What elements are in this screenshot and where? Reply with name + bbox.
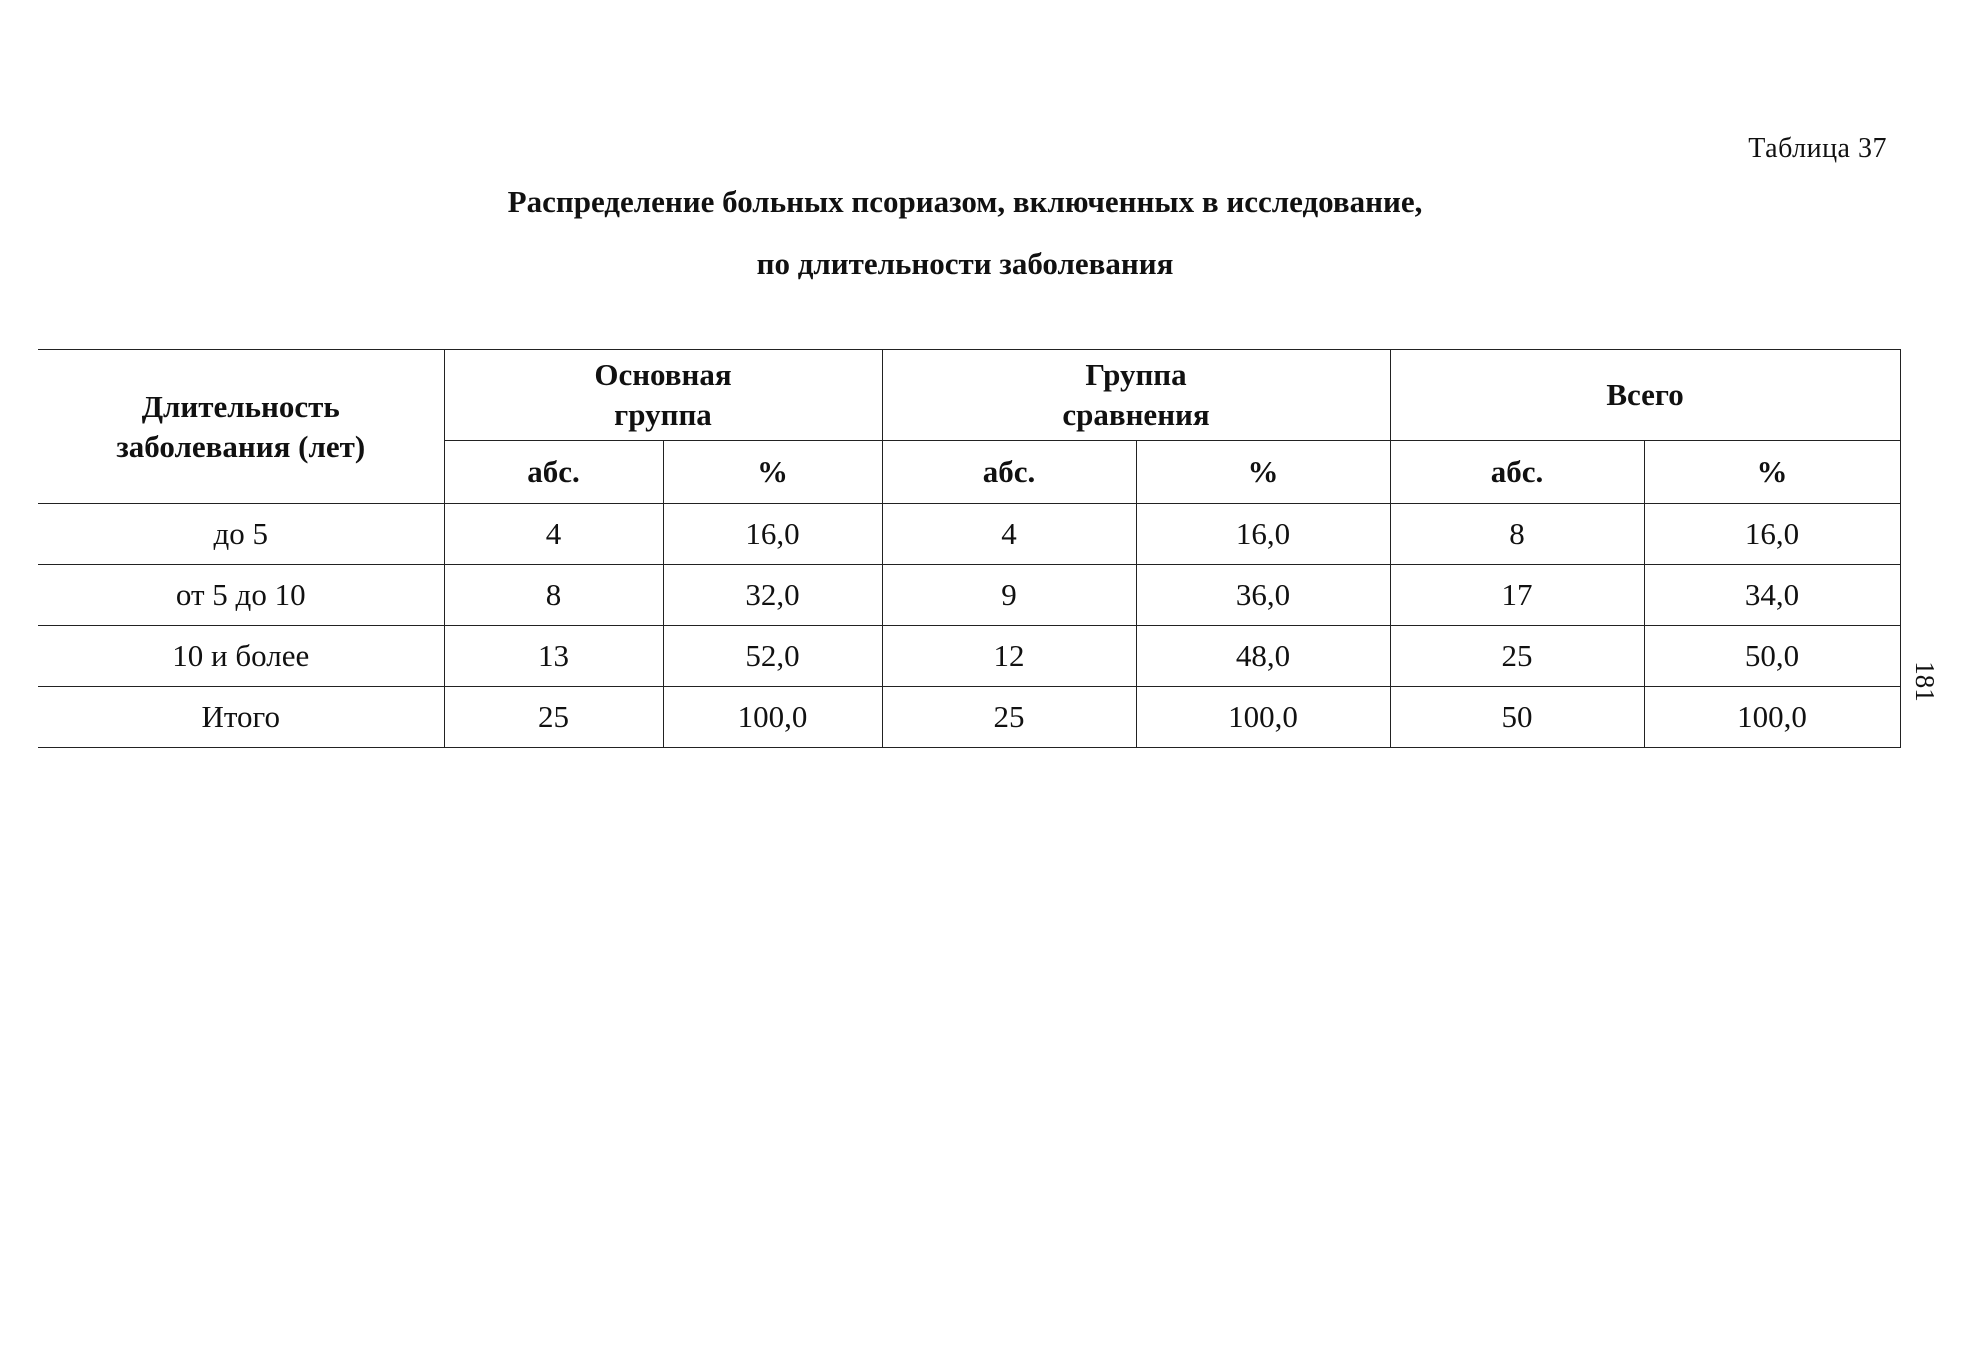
subheader-percent: % (663, 441, 882, 504)
subheader-abs: абс. (1390, 441, 1644, 504)
page-number: 181 (1909, 661, 1940, 702)
table-cell: 9 (882, 565, 1136, 626)
table-row (38, 565, 1900, 626)
header-main-group-line-1: Основная (594, 357, 732, 392)
row-label: до 5 (38, 504, 444, 565)
header-total-line-1: Всего (1606, 377, 1684, 412)
header-comparison-group-line-2: сравнения (1062, 397, 1210, 432)
table-cell: 36,0 (1136, 565, 1390, 626)
table-cell: 50 (1390, 687, 1644, 748)
header-main-group (444, 350, 882, 441)
table-number: Таблица 37 (1748, 133, 1887, 164)
table-row (38, 626, 1900, 687)
header-total (1390, 350, 1900, 441)
row-label: Итого (38, 687, 444, 748)
header-row-groups (38, 350, 1900, 441)
table-cell: 50,0 (1644, 626, 1900, 687)
distribution-table (38, 349, 1901, 748)
table-row-total (38, 687, 1900, 748)
table-row (38, 504, 1900, 565)
table-cell: 100,0 (663, 687, 882, 748)
table-cell: 25 (1390, 626, 1644, 687)
subheader-abs: абс. (882, 441, 1136, 504)
header-duration-line-1: Длительность (141, 388, 340, 424)
table-cell: 17 (1390, 565, 1644, 626)
table-cell: 8 (1390, 504, 1644, 565)
table-cell: 34,0 (1644, 565, 1900, 626)
table-cell: 13 (444, 626, 663, 687)
table-caption-line-1: Распределение больных псориазом, включенных в исследование, (507, 184, 1423, 219)
row-label: 10 и более (38, 626, 444, 687)
subheader-abs: абс. (444, 441, 663, 504)
table-cell: 4 (882, 504, 1136, 565)
table-cell: 12 (882, 626, 1136, 687)
subheader-percent: % (1644, 441, 1900, 504)
header-comparison-group-line-1: Группа (1085, 357, 1187, 392)
table-cell: 52,0 (663, 626, 882, 687)
subheader-percent: % (1136, 441, 1390, 504)
table-cell: 25 (444, 687, 663, 748)
row-label: от 5 до 10 (38, 565, 444, 626)
table-cell: 32,0 (663, 565, 882, 626)
table-cell: 16,0 (663, 504, 882, 565)
table-cell: 16,0 (1644, 504, 1900, 565)
header-main-group-line-2: группа (614, 397, 712, 432)
table-cell: 100,0 (1644, 687, 1900, 748)
table-cell: 100,0 (1136, 687, 1390, 748)
table-cell: 16,0 (1136, 504, 1390, 565)
header-comparison-group (882, 350, 1390, 441)
table-caption-line-2: по длительности заболевания (756, 246, 1174, 281)
table-cell: 48,0 (1136, 626, 1390, 687)
table-cell: 8 (444, 565, 663, 626)
table-cell: 25 (882, 687, 1136, 748)
header-duration-line-2: заболевания (лет) (116, 428, 366, 464)
header-duration (38, 350, 444, 504)
table-cell: 4 (444, 504, 663, 565)
